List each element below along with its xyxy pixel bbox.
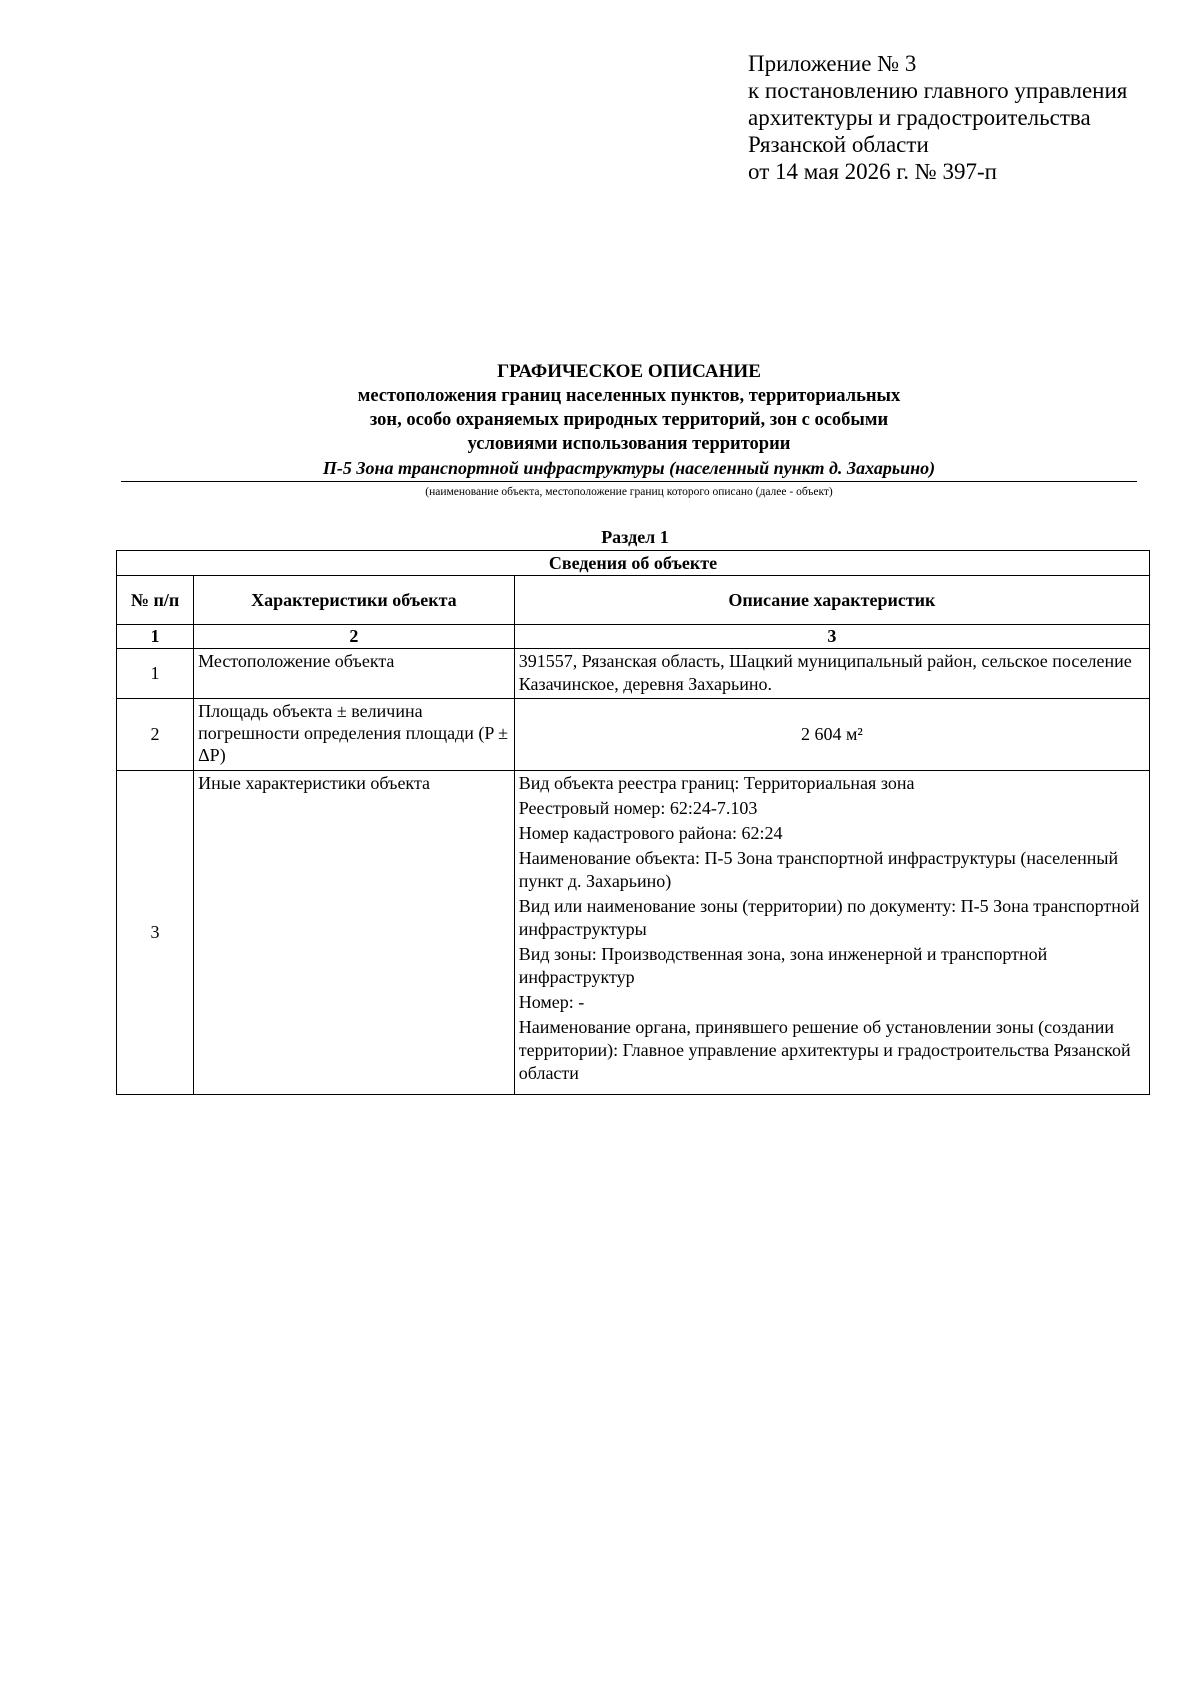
section-title: Раздел 1 <box>601 527 669 547</box>
object-info-table <box>116 550 1150 1095</box>
table-row <box>117 771 1150 1095</box>
description-line: Наименование объекта: П-5 Зона транспортной инфраструктуры (населенный пункт д. Захарьино) <box>518 848 1119 891</box>
description-line: 391557, Рязанская область, Шацкий муниципальный район, сельское поселение Казачинское, деревня Захарьино. <box>518 651 1132 694</box>
row-characteristic: Местоположение объекта <box>194 649 515 699</box>
description-line: Вид объекта реестра границ: Территориальная зона <box>518 773 915 793</box>
table-row <box>117 649 1150 699</box>
table-title: Сведения об объекте <box>117 551 1150 576</box>
table-row <box>117 699 1150 771</box>
document-subtitle-line: условиями использования территории <box>467 434 791 454</box>
document-title: ГРАФИЧЕСКОЕ ОПИСАНИЕ <box>497 361 761 382</box>
header-description: Описание характеристик <box>514 576 1149 625</box>
row-number: 2 <box>117 699 194 771</box>
column-number: 1 <box>117 625 194 649</box>
row-number: 3 <box>117 771 194 1095</box>
appendix-line: от 14 мая 2026 г. № 397-п <box>748 159 997 184</box>
row-description <box>514 649 1149 699</box>
header-num: № п/п <box>117 576 194 625</box>
row-description <box>514 699 1149 771</box>
column-number: 2 <box>194 625 515 649</box>
description-line: Вид зоны: Производственная зона, зона инженерной и транспортной инфраструктур <box>518 944 1048 987</box>
document-title-block <box>118 360 1140 500</box>
appendix-line: Рязанской области <box>748 132 929 157</box>
column-number: 3 <box>514 625 1149 649</box>
row-characteristic: Площадь объекта ± величина погрешности определения площади (P ± ΔP) <box>194 699 515 771</box>
object-name-underline <box>121 481 1137 482</box>
header-characteristic: Характеристики объекта <box>194 576 515 625</box>
description-line: Номер кадастрового района: 62:24 <box>518 823 783 843</box>
description-line: Вид или наименование зоны (территории) по документу: П-5 Зона транспортной инфраструктуры <box>518 896 1140 939</box>
document-subtitle-line: местоположения границ населенных пунктов, территориальных <box>357 386 901 406</box>
row-description <box>514 771 1149 1095</box>
appendix-header <box>748 50 1127 185</box>
row-number: 1 <box>117 649 194 699</box>
object-name-caption: (наименование объекта, местоположение границ которого описано (далее - объект) <box>425 486 833 498</box>
area-value: 2 604 м² <box>800 724 863 744</box>
appendix-line: архитектуры и градостроительства <box>748 105 1091 130</box>
description-line: Номер: - <box>518 992 585 1012</box>
object-name: П-5 Зона транспортной инфраструктуры (населенный пункт д. Захарьино) <box>322 458 936 478</box>
description-line: Наименование органа, принявшего решение об установлении зоны (создании территории): Главное управление архитектуры и градостроительства Рязанской области <box>518 1017 1131 1083</box>
document-subtitle-line: зон, особо охраняемых природных территорий, зон с особыми <box>369 410 889 430</box>
appendix-line: Приложение № 3 <box>748 51 917 76</box>
row-characteristic: Иные характеристики объекта <box>194 771 515 1095</box>
appendix-line: к постановлению главного управления <box>748 78 1128 103</box>
column-number-row <box>117 625 1150 649</box>
description-line: Реестровый номер: 62:24-7.103 <box>518 798 758 818</box>
